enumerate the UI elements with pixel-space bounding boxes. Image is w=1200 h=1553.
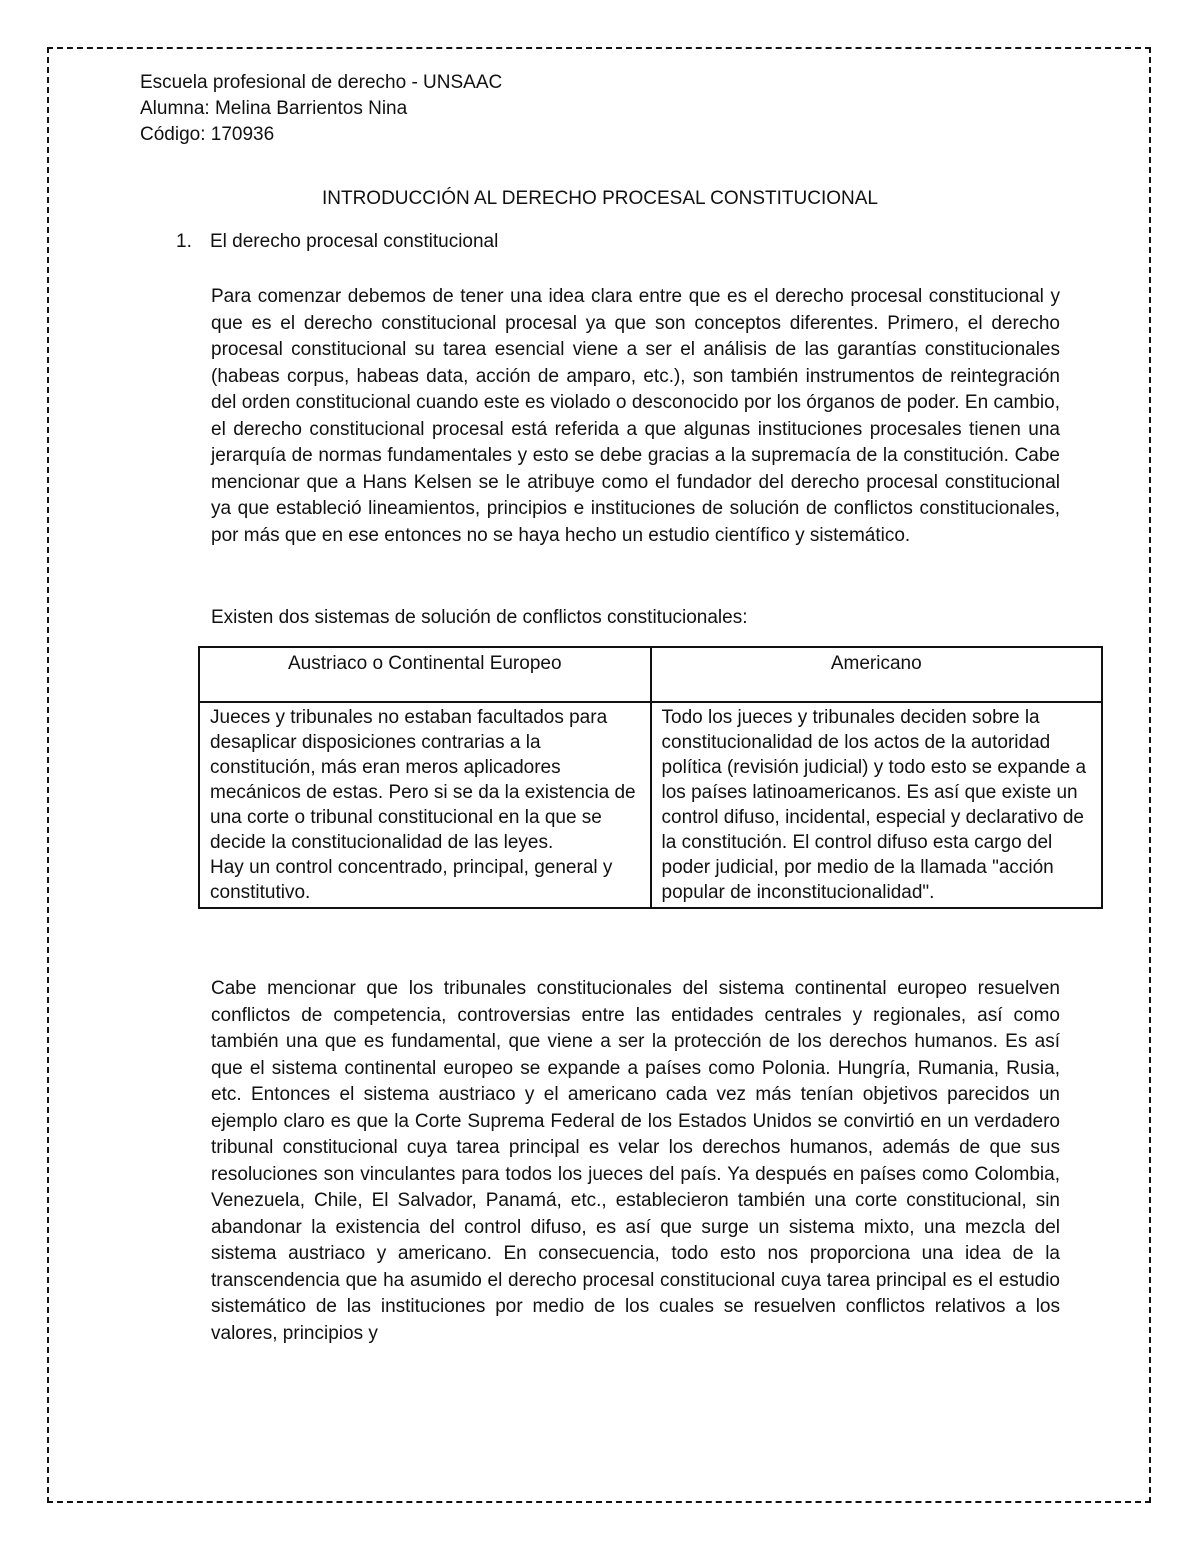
section-heading-text: El derecho procesal constitucional [210,231,499,252]
table-header-american: Americano [651,647,1103,702]
paragraph-systems-lead: Existen dos sistemas de solución de conflictos constitucionales: [211,607,748,628]
table-row [199,702,1102,908]
section-heading [176,229,498,255]
paragraph-intro: Para comenzar debemos de tener una idea clara entre que es el derecho procesal constitucional y que es el derecho constitucional procesal ya que son conceptos diferentes. Primero, el derecho procesal constitucional su tarea esencial viene a ser el análisis de las garantías constitucionales (habeas corpus, habeas data, acción de amparo, etc.), son también instrumentos de reintegración del orden constitucional cuando este es violado o desconocido por los órganos de poder. En cambio, el derecho constitucional procesal está referida a que algunas instituciones procesales tienen una jerarquía de normas fundamentales y esto se debe gracias a la supremacía de la constitución. Cabe mencionar que a Hans Kelsen se le atribuye como el fundador del derecho procesal constitucional ya que estableció lineamientos, principios e instituciones de solución de conflictos constitucionales, por más que en ese entonces no se haya hecho un estudio científico y sistemático. [211,286,1060,546]
table-cell-austrian [199,702,651,908]
table-header-austrian: Austriaco o Continental Europeo [199,647,651,702]
paragraph-continental: Cabe mencionar que los tribunales constitucionales del sistema continental europeo resuelven conflictos de competencia, controversias entre las entidades centrales y regionales, así como también una que es fundamental, que viene a ser la protección de los derechos humanos. Es así que el sistema continental europeo se expande a países como Polonia. Hungría, Rumania, Rusia, etc. Entonces el sistema austriaco y el americano cada vez más tenían objetivos parecidos un ejemplo claro es que la Corte Suprema Federal de los Estados Unidos se convirtió en un verdadero tribunal constitucional cuya tarea principal es velar los derechos humanos, además de que sus resoluciones son vinculantes para todos los jueces del país. Ya después en países como Colombia, Venezuela, Chile, El Salvador, Panamá, etc., establecieron también una corte constitucional, sin abandonar la existencia del control difuso, es así que surge un sistema mixto, una mezcla del sistema austriaco y americano. En consecuencia, todo esto nos proporciona una idea de la transcendencia que ha asumido el derecho procesal constitucional cuya tarea principal es el estudio sistemático de las instituciones por medio de los cuales se resuelven conflictos relativos a los valores, principios y [211,978,1060,1344]
table-cell-american: Todo los jueces y tribunales deciden sobre la constitucionalidad de los actos de la autoridad política (revisión judicial) y todo esto se expande a los países latinoamericanos. Es así que existe un control difuso, incidental, especial y declarativo de la constitución. El control difuso esta cargo del poder judicial, por medio de la llamada "acción popular de inconstitucionalidad". [651,702,1103,908]
school-line: Escuela profesional de derecho - UNSAAC [140,72,503,93]
student-name-line: Alumna: Melina Barrientos Nina [140,98,408,119]
austrian-description: Jueces y tribunales no estaban facultados para desaplicar disposiciones contrarias a la constitución, más eran meros aplicadores mecánicos de estas. Pero si se da la existencia de una corte o tribunal constitucional en la que se decide la constitucionalidad de las leyes. [210,707,636,853]
student-code-line: Código: 170936 [140,124,275,145]
comparison-table [198,646,1103,909]
document-title: INTRODUCCIÓN AL DERECHO PROCESAL CONSTITUCIONAL [321,188,878,209]
table-header-row [199,647,1102,702]
section-number: 1. [176,231,192,252]
austrian-control-type: Hay un control concentrado, principal, general y constitutivo. [210,857,613,903]
document-header [140,70,502,148]
